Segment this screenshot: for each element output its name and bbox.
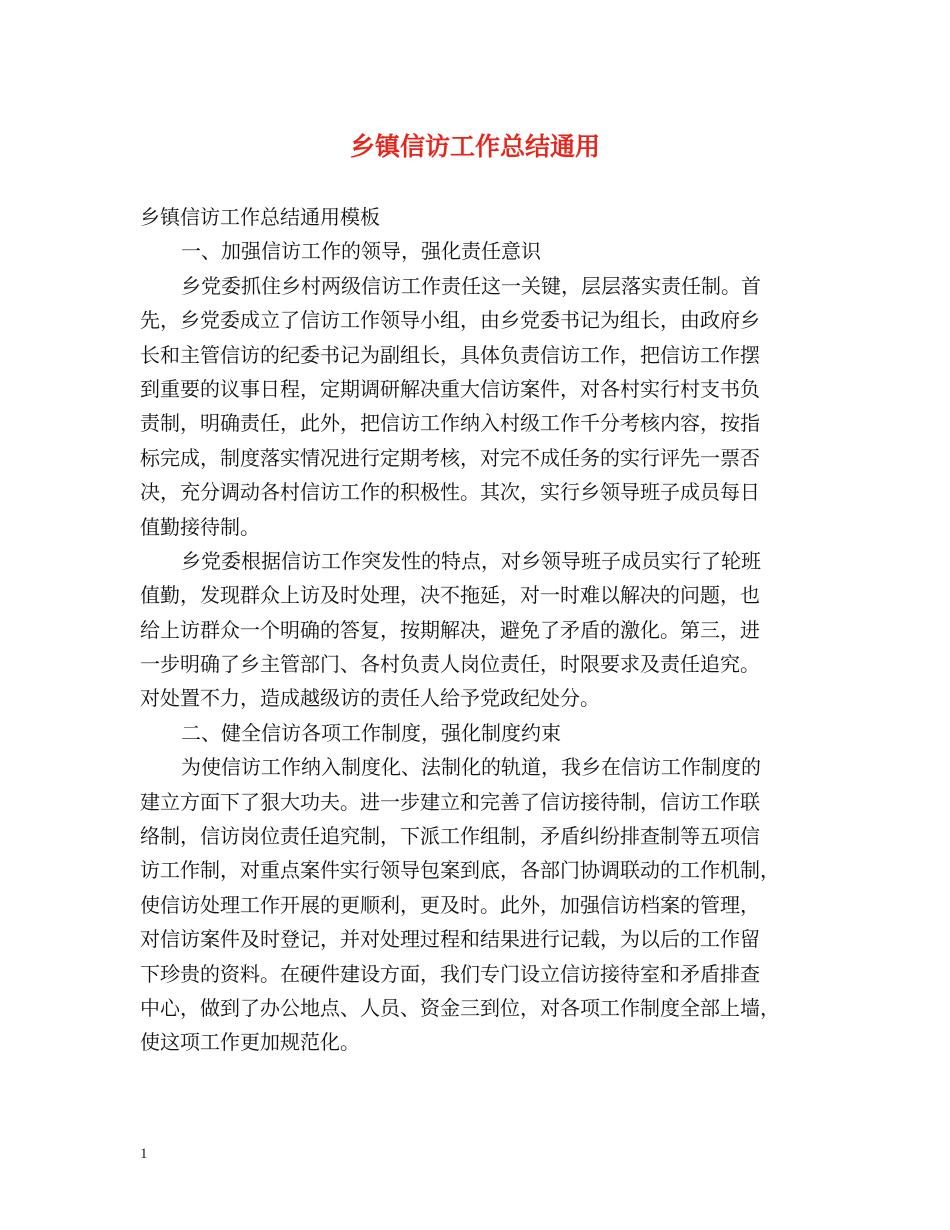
section-heading-2: 二、健全信访各项工作制度，强化制度约束 bbox=[181, 720, 561, 745]
paragraph-2-line: 乡党委根据信访工作突发性的特点，对乡领导班子成员实行了轮班 bbox=[181, 548, 761, 573]
paragraph-1-line: 决，充分调动各村信访工作的积极性。其次，实行乡领导班子成员每日 bbox=[140, 480, 760, 505]
paragraph-2-line: 对处置不力，造成越级访的责任人给予党政纪处分。 bbox=[140, 686, 600, 711]
paragraph-1-line: 乡党委抓住乡村两级信访工作责任这一关键，层层落实责任制。首 bbox=[181, 273, 761, 298]
paragraph-3-line: 下珍贵的资料。在硬件建设方面，我们专门设立信访接待室和矛盾排查 bbox=[140, 961, 760, 986]
paragraph-3-line: 中心，做到了办公地点、人员、资金三到位，对各项工作制度全部上墙， bbox=[140, 995, 780, 1020]
document-title: 乡镇信访工作总结通用 bbox=[349, 132, 600, 161]
paragraph-3-line: 络制，信访岗位责任追究制，下派工作组制，矛盾纠纷排查制等五项信 bbox=[140, 824, 760, 849]
paragraph-3-line: 访工作制，对重点案件实行领导包案到底，各部门协调联动的工作机制， bbox=[140, 858, 780, 883]
paragraph-1-line: 责制，明确责任，此外，把信访工作纳入村级工作千分考核内容，按指 bbox=[140, 411, 760, 436]
document-body bbox=[140, 200, 830, 1060]
paragraph-1-line: 到重要的议事日程，定期调研解决重大信访案件，对各村实行村支书负 bbox=[140, 376, 760, 401]
paragraph-2-line: 值勤，发现群众上访及时处理，决不拖延，对一时难以解决的问题，也 bbox=[140, 583, 760, 608]
paragraph-3-line: 建立方面下了狠大功夫。进一步建立和完善了信访接待制，信访工作联 bbox=[140, 789, 760, 814]
paragraph-1-line: 先，乡党委成立了信访工作领导小组，由乡党委书记为组长，由政府乡 bbox=[140, 308, 760, 333]
paragraph-2-line: 给上访群众一个明确的答复，按期解决，避免了矛盾的激化。第三，进 bbox=[140, 617, 760, 642]
paragraph-1-line: 长和主管信访的纪委书记为副组长，具体负责信访工作，把信访工作摆 bbox=[140, 342, 760, 367]
paragraph-3-line: 使信访处理工作开展的更顺利，更及时。此外，加强信访档案的管理， bbox=[140, 892, 760, 917]
page-number: 1 bbox=[140, 1146, 148, 1162]
paragraph-3-line: 对信访案件及时登记，并对处理过程和结果进行记载，为以后的工作留 bbox=[140, 927, 760, 952]
section-heading-1: 一、加强信访工作的领导，强化责任意识 bbox=[181, 239, 541, 264]
paragraph-3-line: 为使信访工作纳入制度化、法制化的轨道，我乡在信访工作制度的 bbox=[181, 755, 761, 780]
paragraph-1-line: 标完成，制度落实情况进行定期考核，对完不成任务的实行评先一票否 bbox=[140, 445, 760, 470]
paragraph-3-line: 使这项工作更加规范化。 bbox=[140, 1030, 360, 1055]
paragraph-1-line: 值勤接待制。 bbox=[140, 514, 260, 539]
document-subtitle: 乡镇信访工作总结通用模板 bbox=[140, 205, 380, 229]
paragraph-2-line: 一步明确了乡主管部门、各村负责人岗位责任，时限要求及责任追究。 bbox=[140, 652, 760, 677]
